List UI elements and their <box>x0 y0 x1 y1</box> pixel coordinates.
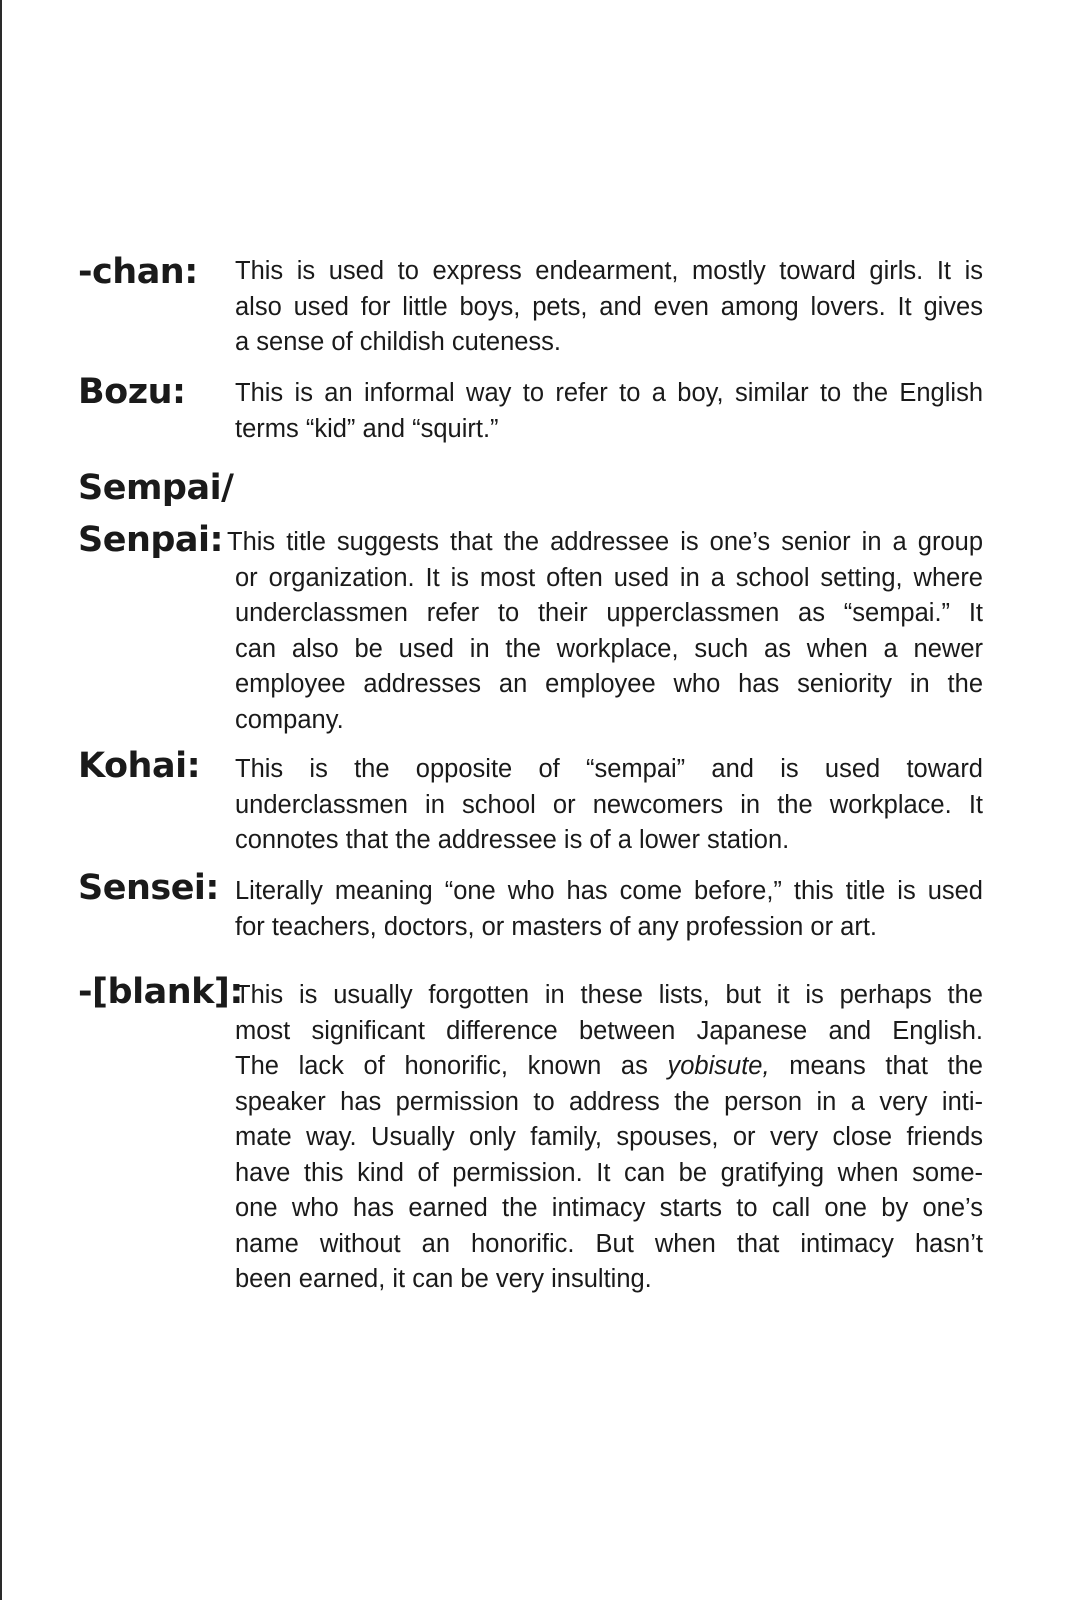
definition-line: company. <box>235 705 344 734</box>
definition-chan <box>235 254 983 361</box>
definition-line: name without an honorific. But when that intimacy hasn’t <box>235 1229 983 1258</box>
definition-text: means that the <box>769 1052 983 1080</box>
definition-line: can also be used in the workplace, such as when a newer <box>235 634 983 663</box>
definition-line: mate way. Usually only family, spouses, or very close friends <box>235 1123 983 1151</box>
definition-kohai <box>235 752 983 859</box>
definition-line: have this kind of permission. It can be gratifying when some- <box>235 1158 983 1187</box>
definition-line: connotes that the addressee is of a lower station. <box>235 826 790 854</box>
definition-line: for teachers, doctors, or masters of any profession or art. <box>235 912 878 941</box>
definition-line: employee addresses an employee who has seniority in the <box>235 670 983 698</box>
definition-line: or organization. It is most often used in a school setting, where <box>235 563 983 592</box>
definition-blank <box>235 978 983 1298</box>
definition-line: This is usually forgotten in these lists, but it is perhaps the <box>235 981 983 1009</box>
term-sempai: Sempai/ <box>78 468 234 508</box>
definition-line: one who has earned the intimacy starts to call one by one’s <box>235 1194 983 1222</box>
definition-sensei <box>235 874 983 945</box>
definition-line: This is the opposite of “sempai” and is used toward <box>235 755 983 783</box>
definition-line: This is used to express endearment, mostly toward girls. It is <box>235 257 983 285</box>
definition-line: terms “kid” and “squirt.” <box>235 414 499 443</box>
definition-line: most significant difference between Japanese and English. <box>235 1016 983 1045</box>
definition-line-yobisute <box>235 1049 983 1085</box>
yobisute-term: yobisute, <box>667 1052 770 1080</box>
term-kohai: Kohai: <box>78 746 201 786</box>
definition-line: a sense of childish cuteness. <box>235 328 562 356</box>
definition-line: This title suggests that the addressee is one’s senior in a group <box>227 528 983 556</box>
definition-line: also used for little boys, pets, and even among lovers. It gives <box>235 292 983 321</box>
definition-line: underclassmen refer to their upperclassmen as “sempai.” It <box>235 599 983 627</box>
definition-line: This is an informal way to refer to a boy, similar to the English <box>235 379 983 407</box>
term-blank: -[blank]: <box>78 972 243 1012</box>
definition-line: Literally meaning “one who has come before,” this title is used <box>235 877 983 905</box>
definition-text: The lack of honorific, known as <box>235 1052 668 1080</box>
definition-bozu <box>235 376 983 447</box>
term-bozu: Bozu: <box>78 372 186 412</box>
page-edge <box>0 0 2 1600</box>
definition-sempai <box>227 525 983 738</box>
definition-line: underclassmen in school or newcomers in the workplace. It <box>235 790 983 819</box>
term-senpai: Senpai: <box>78 520 224 560</box>
term-sensei: Sensei: <box>78 868 219 908</box>
definition-line: been earned, it can be very insulting. <box>235 1265 652 1293</box>
definition-line: speaker has permission to address the person in a very inti- <box>235 1087 983 1116</box>
term-chan: -chan: <box>78 252 198 292</box>
